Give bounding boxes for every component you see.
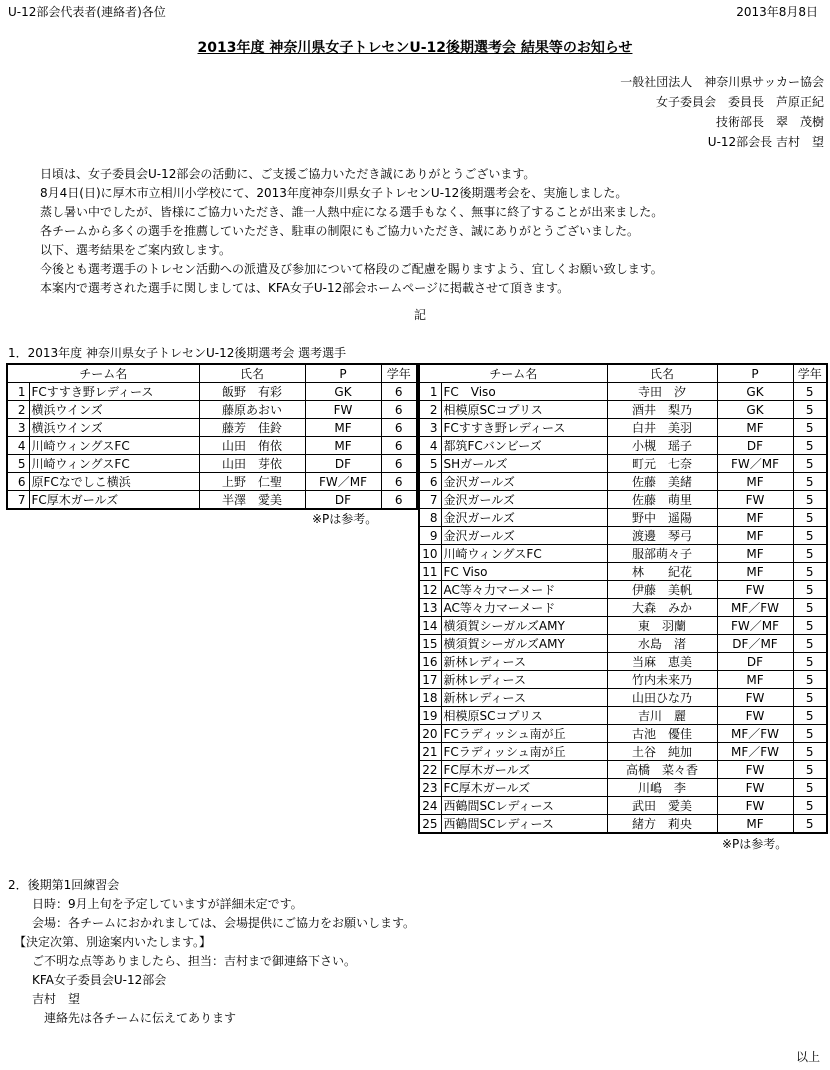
player-name-cell: 武田 愛美 <box>607 797 717 815</box>
table-row <box>419 725 827 743</box>
team-cell: 横浜ウインズ <box>29 401 199 419</box>
grade-cell: 5 <box>793 617 827 635</box>
table-row <box>419 437 827 455</box>
grade-cell: 6 <box>381 455 417 473</box>
grade-cell: 5 <box>793 797 827 815</box>
grade-cell: 5 <box>793 707 827 725</box>
team-cell: FC Viso <box>441 563 607 581</box>
grade-cell: 5 <box>793 419 827 437</box>
player-name-cell: 大森 みか <box>607 599 717 617</box>
row-number: 7 <box>7 491 29 510</box>
row-number: 19 <box>419 707 441 725</box>
position-cell: GK <box>717 383 793 401</box>
row-number: 3 <box>7 419 29 437</box>
table-row <box>419 563 827 581</box>
position-cell: MF／FW <box>717 599 793 617</box>
table-row <box>419 401 827 419</box>
team-cell: AC等々力マーメード <box>441 581 607 599</box>
player-name-cell: 伊藤 美帆 <box>607 581 717 599</box>
table-row <box>419 797 827 815</box>
table-row <box>419 599 827 617</box>
player-name-cell: 寺田 汐 <box>607 383 717 401</box>
row-number: 6 <box>7 473 29 491</box>
col-grade-header: 学年 <box>793 364 827 383</box>
grade6-table <box>6 363 418 510</box>
position-cell: FW <box>717 761 793 779</box>
team-cell: 横浜ウインズ <box>29 419 199 437</box>
table-row <box>419 419 827 437</box>
table-row <box>419 707 827 725</box>
player-name-cell: 高橋 菜々香 <box>607 761 717 779</box>
position-cell: MF <box>717 419 793 437</box>
player-name-cell: 吉川 麗 <box>607 707 717 725</box>
position-cell: MF <box>717 815 793 834</box>
player-name-cell: 山田 侑依 <box>199 437 305 455</box>
team-cell: AC等々力マーメード <box>441 599 607 617</box>
document-title: 2013年度 神奈川県女子トレセンU-12後期選考会 結果等のお知らせ <box>197 40 633 56</box>
section2-line: ご不明な点等ありましたら、担当：吉村まで御連絡下さい。 <box>8 954 357 968</box>
position-cell: FW／MF <box>717 455 793 473</box>
grade-cell: 5 <box>793 455 827 473</box>
position-note: ※Pは参考。 <box>722 837 788 851</box>
grade-cell: 6 <box>381 491 417 510</box>
grade6-rows <box>7 383 417 510</box>
position-cell: MF <box>717 671 793 689</box>
position-cell: MF <box>717 527 793 545</box>
team-cell: 金沢ガールズ <box>441 527 607 545</box>
grade-cell: 5 <box>793 635 827 653</box>
row-number: 24 <box>419 797 441 815</box>
body-line: 今後とも選考選手のトレセン活動への派遣及び参加について格段のご配慮を賜りますよう、宜しくお願い致します。 <box>40 262 663 276</box>
table-row <box>7 473 417 491</box>
team-cell: 川崎ウィングスFC <box>29 437 199 455</box>
body-text <box>40 165 663 298</box>
grade-cell: 5 <box>793 401 827 419</box>
player-name-cell: 酒井 梨乃 <box>607 401 717 419</box>
position-cell: DF <box>717 437 793 455</box>
position-cell: MF <box>717 473 793 491</box>
player-name-cell: 小槻 瑶子 <box>607 437 717 455</box>
row-number: 2 <box>419 401 441 419</box>
player-name-cell: 竹内未来乃 <box>607 671 717 689</box>
issuer-line: 技術部長 翠 茂樹 <box>715 115 824 129</box>
team-cell: 川崎ウィングスFC <box>441 545 607 563</box>
player-name-cell: 山田 芽依 <box>199 455 305 473</box>
team-cell: 西鶴間SCレディース <box>441 797 607 815</box>
team-cell: 都筑FCバンビーズ <box>441 437 607 455</box>
grade-cell: 5 <box>793 509 827 527</box>
section2-line: 会場：各チームにおかれましては、会場提供にご協力をお願いします。 <box>8 916 416 930</box>
body-line: 蒸し暑い中でしたが、皆様にご協力いただき、誰一人熱中症になる選手もなく、無事に終了することが出来ました。 <box>40 205 664 219</box>
team-cell: 原FCなでしこ横浜 <box>29 473 199 491</box>
grade-cell: 5 <box>793 599 827 617</box>
row-number: 21 <box>419 743 441 761</box>
grade5-rows <box>419 383 827 834</box>
body-line: 各チームから多くの選手を推薦していただき、駐車の制限にもご協力いただき、誠にありがとうございました。 <box>40 224 640 238</box>
row-number: 4 <box>419 437 441 455</box>
row-number: 25 <box>419 815 441 834</box>
row-number: 4 <box>7 437 29 455</box>
section2-line: 吉村 望 <box>8 992 81 1006</box>
team-cell: 相模原SCコプリス <box>441 401 607 419</box>
grade-cell: 6 <box>381 437 417 455</box>
grade-cell: 5 <box>793 689 827 707</box>
grade-cell: 5 <box>793 581 827 599</box>
row-number: 7 <box>419 491 441 509</box>
row-number: 20 <box>419 725 441 743</box>
table-row <box>7 401 417 419</box>
position-cell: FW <box>717 797 793 815</box>
player-name-cell: 林 紀花 <box>607 563 717 581</box>
team-cell: FCラディッシュ南が丘 <box>441 725 607 743</box>
player-name-cell: 土谷 純加 <box>607 743 717 761</box>
position-cell: DF／MF <box>717 635 793 653</box>
row-number: 5 <box>419 455 441 473</box>
team-cell: FC厚木ガールズ <box>441 761 607 779</box>
position-cell: GK <box>717 401 793 419</box>
team-cell: 横須賀シーガルズAMY <box>441 635 607 653</box>
grade-cell: 5 <box>793 473 827 491</box>
col-team-header: チーム名 <box>7 364 199 383</box>
table-row <box>419 473 827 491</box>
table-row <box>419 581 827 599</box>
table-row <box>419 491 827 509</box>
grade-cell: 5 <box>793 779 827 797</box>
row-number: 2 <box>7 401 29 419</box>
player-name-cell: 当麻 恵美 <box>607 653 717 671</box>
position-cell: MF <box>717 545 793 563</box>
team-cell: 金沢ガールズ <box>441 473 607 491</box>
position-cell: FW <box>305 401 381 419</box>
team-cell: FCすすき野レディース <box>441 419 607 437</box>
table-header-row <box>419 364 827 383</box>
row-number: 13 <box>419 599 441 617</box>
table-row <box>419 617 827 635</box>
issuer-line: U-12部会長 吉村 望 <box>707 135 824 149</box>
team-cell: FC厚木ガールズ <box>29 491 199 510</box>
player-name-cell: 服部萌々子 <box>607 545 717 563</box>
col-pos-header: P <box>305 364 381 383</box>
player-name-cell: 川嶋 李 <box>607 779 717 797</box>
position-cell: FW <box>717 689 793 707</box>
grade-cell: 5 <box>793 653 827 671</box>
table-row <box>419 545 827 563</box>
position-cell: MF／FW <box>717 725 793 743</box>
table-row <box>419 527 827 545</box>
row-number: 10 <box>419 545 441 563</box>
position-cell: MF／FW <box>717 743 793 761</box>
player-name-cell: 山田ひな乃 <box>607 689 717 707</box>
player-name-cell: 東 羽蘭 <box>607 617 717 635</box>
position-cell: GK <box>305 383 381 401</box>
row-number: 5 <box>7 455 29 473</box>
row-number: 18 <box>419 689 441 707</box>
body-line: 以下、選考結果をご案内致します。 <box>40 243 232 257</box>
team-cell: 横須賀シーガルズAMY <box>441 617 607 635</box>
grade-cell: 5 <box>793 761 827 779</box>
table-row <box>419 815 827 834</box>
grade-cell: 5 <box>793 491 827 509</box>
team-cell: 新林レディース <box>441 653 607 671</box>
position-cell: FW／MF <box>305 473 381 491</box>
team-cell: 新林レディース <box>441 689 607 707</box>
position-cell: MF <box>717 563 793 581</box>
position-cell: MF <box>305 437 381 455</box>
table-row <box>419 383 827 401</box>
issuer-line: 一般社団法人 神奈川県サッカー協会 <box>620 75 824 89</box>
player-name-cell: 佐藤 萌里 <box>607 491 717 509</box>
grade-cell: 5 <box>793 563 827 581</box>
team-cell: 川崎ウィングスFC <box>29 455 199 473</box>
section2-line: 2．後期第1回練習会 <box>8 878 120 892</box>
issuer-block <box>620 72 824 152</box>
position-cell: FW <box>717 779 793 797</box>
issuer-line: 女子委員会 委員長 芦原正紀 <box>655 95 824 109</box>
row-number: 15 <box>419 635 441 653</box>
position-cell: DF <box>305 491 381 510</box>
recipient-line: U-12部会代表者(連絡者)各位 <box>8 5 166 19</box>
player-name-cell: 佐藤 美緒 <box>607 473 717 491</box>
grade-cell: 5 <box>793 545 827 563</box>
section2-line: KFA女子委員会U-12部会 <box>8 973 167 987</box>
table-row <box>419 761 827 779</box>
player-name-cell: 野中 遥陽 <box>607 509 717 527</box>
grade-cell: 5 <box>793 437 827 455</box>
row-number: 12 <box>419 581 441 599</box>
player-name-cell: 白井 美羽 <box>607 419 717 437</box>
row-number: 14 <box>419 617 441 635</box>
body-line: 日頃は、女子委員会U-12部会の活動に、ご支援ご協力いただき誠にありがとうございます。 <box>40 167 536 181</box>
position-cell: MF <box>305 419 381 437</box>
row-number: 11 <box>419 563 441 581</box>
section2-line: 【決定次第、別途案内いたします。】 <box>8 935 212 949</box>
position-note: ※Pは参考。 <box>312 512 378 526</box>
grade-cell: 6 <box>381 401 417 419</box>
grade-cell: 5 <box>793 383 827 401</box>
player-name-cell: 上野 仁聖 <box>199 473 305 491</box>
position-cell: FW <box>717 581 793 599</box>
team-cell: FC Viso <box>441 383 607 401</box>
table-row <box>7 437 417 455</box>
team-cell: 相模原SCコプリス <box>441 707 607 725</box>
table-row <box>419 689 827 707</box>
row-number: 23 <box>419 779 441 797</box>
section1-heading: 1．2013年度 神奈川県女子トレセンU-12後期選考会 選考選手 <box>8 346 347 360</box>
player-name-cell: 渡邊 琴弓 <box>607 527 717 545</box>
player-name-cell: 藤芳 佳鈴 <box>199 419 305 437</box>
position-cell: FW <box>717 707 793 725</box>
grade-cell: 5 <box>793 815 827 834</box>
col-name-header: 氏名 <box>199 364 305 383</box>
row-number: 9 <box>419 527 441 545</box>
row-number: 16 <box>419 653 441 671</box>
player-name-cell: 水島 渚 <box>607 635 717 653</box>
section2-line: 日時：9月上旬を予定していますが詳細未定です。 <box>8 897 303 911</box>
table-row <box>7 383 417 401</box>
grade-cell: 5 <box>793 725 827 743</box>
table-row <box>419 455 827 473</box>
player-name-cell: 半澤 愛美 <box>199 491 305 510</box>
table-row <box>7 491 417 510</box>
row-number: 17 <box>419 671 441 689</box>
grade-cell: 6 <box>381 383 417 401</box>
ki-marker: 記 <box>414 308 427 322</box>
team-cell: FCすすき野レディース <box>29 383 199 401</box>
grade-cell: 5 <box>793 671 827 689</box>
player-name-cell: 町元 七奈 <box>607 455 717 473</box>
team-cell: FCラディッシュ南が丘 <box>441 743 607 761</box>
table-row <box>419 671 827 689</box>
player-name-cell: 飯野 有彩 <box>199 383 305 401</box>
table-row <box>419 635 827 653</box>
team-cell: 西鶴間SCレディース <box>441 815 607 834</box>
section2-line: 連絡先は各チームに伝えてあります <box>8 1011 237 1025</box>
col-pos-header: P <box>717 364 793 383</box>
position-cell: FW <box>717 491 793 509</box>
player-name-cell: 古池 優佳 <box>607 725 717 743</box>
table-header-row <box>7 364 417 383</box>
player-name-cell: 緒方 莉央 <box>607 815 717 834</box>
table-row <box>419 743 827 761</box>
team-cell: SHガールズ <box>441 455 607 473</box>
row-number: 6 <box>419 473 441 491</box>
grade-cell: 6 <box>381 419 417 437</box>
body-line: 本案内で選考された選手に関しましては、KFA女子U-12部会ホームページに掲載させて頂きます。 <box>40 281 570 295</box>
position-cell: FW／MF <box>717 617 793 635</box>
grade-cell: 6 <box>381 473 417 491</box>
table-row <box>419 653 827 671</box>
document-date: 2013年8月8日 <box>736 5 818 19</box>
col-grade-header: 学年 <box>381 364 417 383</box>
table-row <box>7 455 417 473</box>
row-number: 1 <box>7 383 29 401</box>
player-name-cell: 藤原あおい <box>199 401 305 419</box>
position-cell: MF <box>717 509 793 527</box>
table-row <box>7 419 417 437</box>
grade-cell: 5 <box>793 527 827 545</box>
closing-mark: 以上 <box>795 1050 820 1064</box>
team-cell: FC厚木ガールズ <box>441 779 607 797</box>
row-number: 3 <box>419 419 441 437</box>
table-row <box>419 509 827 527</box>
row-number: 1 <box>419 383 441 401</box>
table-row <box>419 779 827 797</box>
col-name-header: 氏名 <box>607 364 717 383</box>
position-cell: DF <box>305 455 381 473</box>
team-cell: 新林レディース <box>441 671 607 689</box>
team-cell: 金沢ガールズ <box>441 491 607 509</box>
section2 <box>8 876 415 1028</box>
position-cell: DF <box>717 653 793 671</box>
body-line: 8月4日(日)に厚木市立相川小学校にて、2013年度神奈川県女子トレセンU-12後期選考会を、実施しました。 <box>40 186 628 200</box>
col-team-header: チーム名 <box>419 364 607 383</box>
team-cell: 金沢ガールズ <box>441 509 607 527</box>
grade5-table <box>418 363 828 834</box>
row-number: 8 <box>419 509 441 527</box>
grade-cell: 5 <box>793 743 827 761</box>
row-number: 22 <box>419 761 441 779</box>
